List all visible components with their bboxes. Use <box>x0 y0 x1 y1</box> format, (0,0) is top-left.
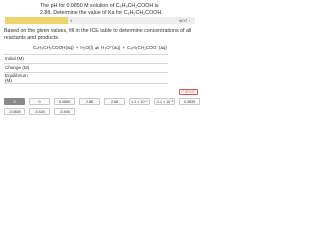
ice-row-equilibrium <box>4 72 168 83</box>
drop-cell[interactable] <box>126 54 168 63</box>
answer-tiles-row-1 <box>4 98 200 105</box>
answer-tile[interactable]: -0.424 <box>29 108 50 115</box>
row-label-equilibrium: Equilibrium (M) <box>4 72 32 83</box>
header-plus: + <box>121 42 126 54</box>
header-weak-acid: C₆H₅CH₂COOH(aq) <box>32 42 75 54</box>
header-conjugate-base: C₆H₅CH₂COO⁻(aq) <box>126 42 168 54</box>
step-number: 1 <box>70 18 73 23</box>
answer-tile[interactable]: -0.0839 <box>4 108 25 115</box>
answer-tile[interactable]: 0.0850 <box>54 98 75 105</box>
drop-cell[interactable] <box>126 72 168 83</box>
answer-tile[interactable]: 0 <box>4 98 25 105</box>
header-hydronium: H₃O⁺(aq) <box>100 42 121 54</box>
answer-tile[interactable]: 0.0839 <box>179 98 200 105</box>
row-label-initial: Initial (M) <box>4 54 32 63</box>
header-plus: + <box>75 42 80 54</box>
answer-tile[interactable]: 0 <box>29 98 50 105</box>
drop-cell[interactable] <box>32 72 75 83</box>
instruction-text: Based on the given values, fill in the ICE table to determine concentrations of all reactants and products. <box>4 28 192 41</box>
drop-cell[interactable] <box>126 63 168 72</box>
chevron-right-icon: › <box>188 18 190 23</box>
answer-tile[interactable]: 2.88 <box>104 98 125 105</box>
drop-cell[interactable] <box>32 63 75 72</box>
row-label-change: Change (M) <box>4 63 32 72</box>
drop-cell[interactable] <box>100 72 121 83</box>
answer-tiles-row-2 <box>4 108 75 115</box>
answer-tile[interactable]: -0.405 <box>54 108 75 115</box>
next-label: NEXT <box>178 18 188 23</box>
ice-table <box>4 42 168 84</box>
answer-tile[interactable]: -1.1 × 10⁻³ <box>155 100 174 104</box>
ice-row-initial <box>4 54 168 63</box>
drop-cell[interactable] <box>79 54 94 63</box>
header-water: H₂O(l) <box>79 42 94 54</box>
row-label-header <box>4 42 32 54</box>
drop-cell[interactable] <box>79 63 94 72</box>
ice-row-change <box>4 63 168 72</box>
drop-cell[interactable] <box>100 63 121 72</box>
progress-fill <box>5 17 68 24</box>
answer-tile[interactable]: 1.1 × 10⁻³ <box>129 98 150 105</box>
reset-button[interactable]: ↺ RESET <box>179 89 198 95</box>
ice-header-row <box>4 42 168 54</box>
answer-tile[interactable]: 2.88 <box>79 98 100 105</box>
drop-cell[interactable] <box>100 54 121 63</box>
next-button[interactable] <box>168 17 190 24</box>
header-equilibrium-arrow: ⇌ <box>94 42 100 54</box>
question-text: The pH for 0.0850 M solution of C₆H₅CH₂COOH is 2.88. Determine the value of Ka for C₆H₅CH₂COOH. <box>40 3 163 16</box>
drop-cell[interactable] <box>32 54 75 63</box>
drop-cell[interactable] <box>79 72 94 83</box>
progress-bar <box>5 17 195 24</box>
